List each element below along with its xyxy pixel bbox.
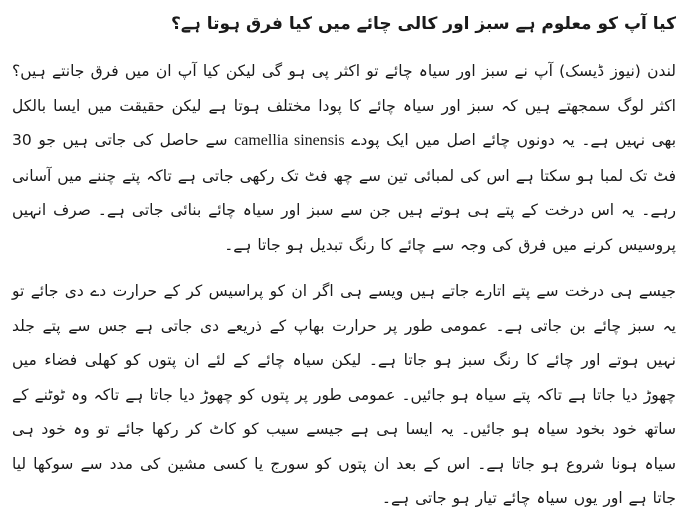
article-paragraph-2: جیسے ہی درخت سے پتے اتارے جاتے ہیں ویسے ہی اگر ان کو پراسیس کر کے حرارت دے دی جائے تو یہ سبز چائے بن جاتی ہے۔ عمومی طور پر حرارت بھاپ کے ذریعے دی جاتی ہے جس سے پتے جلد نہیں ہوتے اور چائے کا رنگ سبز ہو جاتا ہے۔ لیکن سیاہ چائے کے لئے ان پتوں کو کھلی فضاء میں چھوڑ دیا جاتا ہے تاکہ پتے سیاہ ہو جائیں۔ عمومی طور پر پتوں کو چھوڑ دیا جاتا ہے تاکہ وہ ٹوٹنے کے ساتھ خود بخود سیاہ ہو جائیں۔ یہ ایسا ہی ہے جیسے سیب کو کاٹ کر رکھا جائے تو وہ خود ہی سیاہ ہونا شروع ہو جاتا ہے۔ اس کے بعد ان پتوں کو سورج یا کسی مشین کی مدد سے سوکھا لیا جاتا ہے اور یوں سیاہ چائے تیار ہو جاتی ہے۔ [12, 282, 676, 507]
plant-species-name: camellia sinensis [234, 132, 345, 149]
paragraph-1-text-a: لندن (نیوز ڈیسک) آپ نے سبز اور سیاہ چائے تو اکثر پی ہو گی لیکن کیا آپ ان میں فرق جانتے ہیں؟ اکثر لوگ سمجھتے ہیں کہ سبز اور سیاہ چائے کا پودا مختلف ہوتا ہے لیکن حقیقت میں ایسا بالکل بھی نہیں ہے۔ یہ دونوں چائے اصل میں ایک پودے [12, 62, 677, 149]
paragraph-1-text-b: سے حاصل کی جاتی ہیں جو 30 فٹ تک لمبا ہو سکتا ہے اس کی لمبائی تین سے چھ فٹ تک رکھی جاتی ہے تاکہ پتے چننے میں آسانی رہے۔ یہ اس درخت کے پتے ہی ہوتے ہیں جن سے سبز اور سیاہ چائے بنائی جاتی ہے۔ صرف انہیں پروسیس کرنے میں فرق کی وجہ سے چائے کا رنگ تبدیل ہو جاتا ہے۔ [12, 131, 676, 254]
article-title: کیا آپ کو معلوم ہے سبز اور کالی چائے میں کیا فرق ہوتا ہے؟ [171, 14, 676, 34]
article-paragraph-1 [12, 54, 676, 262]
